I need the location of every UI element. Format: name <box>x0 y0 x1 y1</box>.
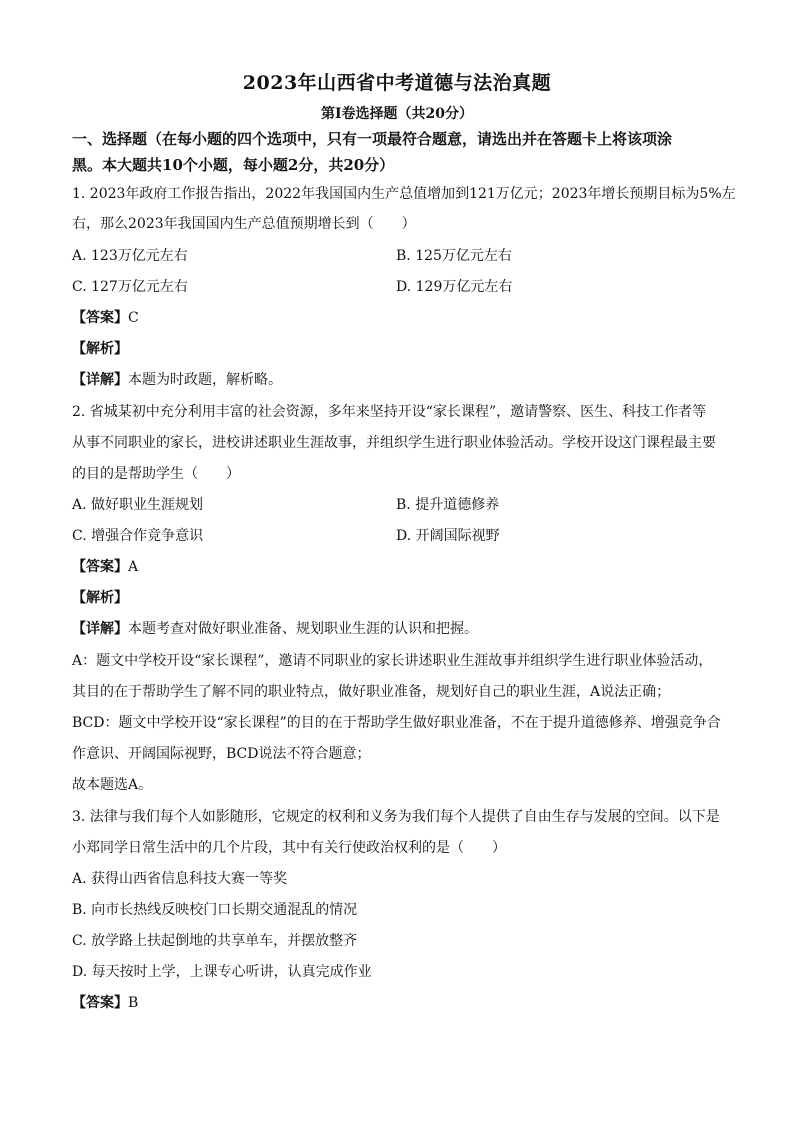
q2-explanation-line-3: BCD：题文中学校开设“家长课程”的目的在于帮助学生做好职业准备，不在于提升道德修养、增强竞争合 <box>72 715 721 731</box>
q2-explanation-line-2: 其目的在于帮助学生了解不同的职业特点，做好职业准备，规划好自己的职业生涯，A说法正确； <box>72 684 671 700</box>
q2-explanation-line-1: A：题文中学校开设“家长课程”，邀请不同职业的家长讲述职业生涯故事并组织学生进行职业体验活动， <box>72 653 713 669</box>
q1-detail-text: 本题为时政题，解析略。 <box>128 372 282 388</box>
analysis-label: 【解析】 <box>72 590 128 606</box>
answer-label: 【答案】 <box>72 995 128 1011</box>
q3-option-d: D. 每天按时上学，上课专心听讲，认真完成作业 <box>72 964 372 980</box>
page-title: 2023年山西省中考道德与法治真题 <box>242 72 552 94</box>
q2-stem-line-2: 从事不同职业的家长，进校讲述职业生涯故事，并组织学生进行职业体验活动。学校开设这门课程最主要 <box>72 435 716 451</box>
q2-answer-value: A <box>128 559 139 575</box>
q1-option-a: A. 123万亿元左右 <box>72 248 188 264</box>
q2-detail-text: 本题考查对做好职业准备、规划职业生涯的认识和把握。 <box>128 621 478 637</box>
q3-option-a: A. 获得山西省信息科技大赛一等奖 <box>72 871 288 887</box>
q2-stem-line-1: 2. 省城某初中充分利用丰富的社会资源，多年来坚持开设“家长课程”，邀请警察、医生、科技工作者等 <box>72 404 707 420</box>
q2-explanation-line-4: 作意识、开阔国际视野，BCD说法不符合题意； <box>72 746 371 762</box>
q1-answer <box>72 308 139 328</box>
answer-label: 【答案】 <box>72 310 128 326</box>
q1-analysis-label <box>72 339 128 359</box>
analysis-label: 【解析】 <box>72 341 128 357</box>
q1-stem-line-2: 右，那么2023年我国国内生产总值预期增长到（ ） <box>72 216 416 232</box>
detail-label: 【详解】 <box>72 372 128 388</box>
q3-answer <box>72 993 138 1013</box>
answer-label: 【答案】 <box>72 559 128 575</box>
q1-option-d: D. 129万亿元左右 <box>396 279 513 295</box>
section-instructions-line-1: 一、选择题（在每小题的四个选项中，只有一项最符合题意，请选出并在答题卡上将该项涂 <box>72 130 673 148</box>
q3-answer-value: B <box>128 995 139 1011</box>
section-subtitle: 第Ⅰ卷选择题（共20分） <box>320 106 474 122</box>
q3-option-c: C. 放学路上扶起倒地的共享单车，并摆放整齐 <box>72 933 358 949</box>
q1-option-c: C. 127万亿元左右 <box>72 279 188 295</box>
q3-stem-line-2: 小郑同学日常生活中的几个片段，其中有关行使政治权利的是（ ） <box>72 840 506 856</box>
section-instructions-line-2: 黑。本大题共10个小题，每小题2分，共20分） <box>72 156 395 174</box>
q1-answer-value: C <box>128 310 139 326</box>
q2-option-d: D. 开阔国际视野 <box>396 528 500 544</box>
q2-answer <box>72 557 138 577</box>
q3-stem-line-1: 3. 法律与我们每个人如影随形，它规定的权利和义务为我们每个人提供了自由生存与发展的空间。以下是 <box>72 809 720 825</box>
q2-option-c: C. 增强合作竞争意识 <box>72 528 204 544</box>
q2-option-a: A. 做好职业生涯规划 <box>72 497 204 513</box>
q2-detail <box>72 619 478 639</box>
detail-label: 【详解】 <box>72 621 128 637</box>
q1-option-b: B. 125万亿元左右 <box>396 248 512 264</box>
q3-option-b: B. 向市长热线反映校门口长期交通混乱的情况 <box>72 902 358 918</box>
q1-detail <box>72 370 282 390</box>
q2-option-b: B. 提升道德修养 <box>396 497 500 513</box>
q2-stem-line-3: 的目的是帮助学生（ ） <box>72 466 240 482</box>
q1-stem-line-1: 1. 2023年政府工作报告指出，2022年我国国内生产总值增加到121万亿元；2023年增长预期目标为5%左 <box>72 186 736 202</box>
q2-analysis-label <box>72 588 128 608</box>
q2-explanation-line-5: 故本题选A。 <box>72 777 153 793</box>
